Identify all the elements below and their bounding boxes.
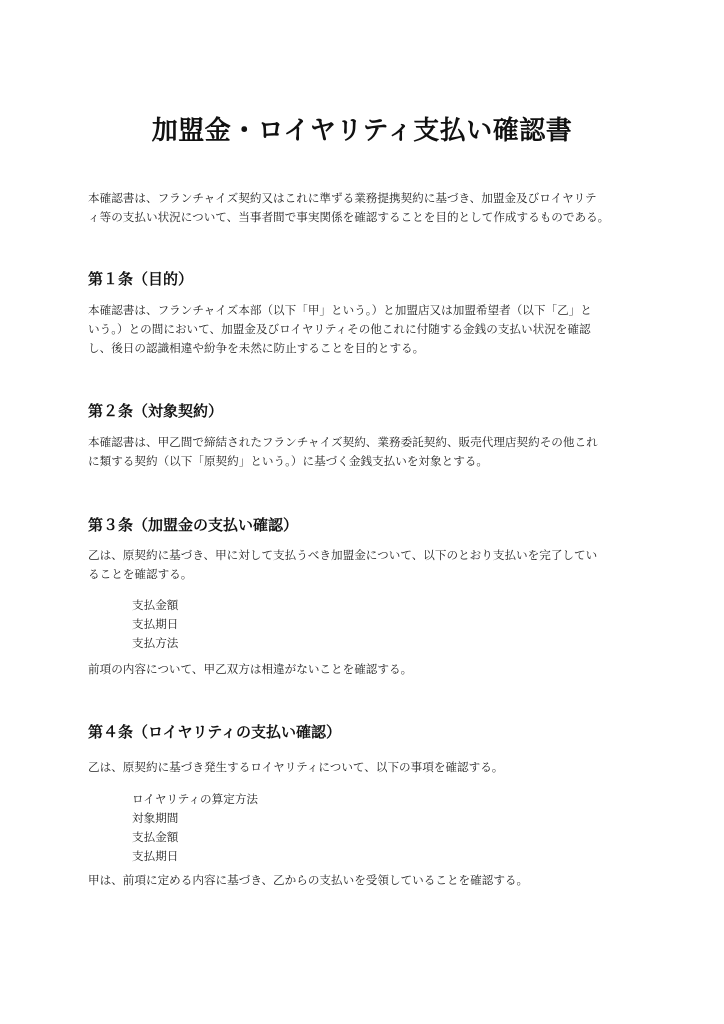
list-item: 支払期日 (132, 617, 179, 631)
list-item: 支払期日 (132, 849, 179, 863)
list-item: 支払金額 (132, 598, 179, 612)
body-line: 乙は、原契約に基づき発生するロイヤリティについて、以下の事項を確認する。 (88, 760, 504, 774)
body-line: 本確認書は、甲乙間で締結されたフランチャイズ契約、業務委託契約、販売代理店契約その他これ (88, 435, 598, 449)
list-item: 支払金額 (132, 830, 179, 844)
article-3-heading: 第３条（加盟金の支払い確認） (88, 516, 299, 534)
article-4-body (88, 758, 648, 777)
article-3-body (88, 546, 648, 584)
article-3-closing: 前項の内容について、甲乙双方は相違がないことを確認する。 (88, 662, 413, 676)
article-4-items (132, 790, 258, 866)
preamble-line: 本確認書は、フランチャイズ契約又はこれに準ずる業務提携契約に基づき、加盟金及びロイヤリテ (88, 191, 597, 205)
article-2-body (88, 433, 648, 471)
article-2-heading: 第２条（対象契約） (88, 402, 224, 420)
preamble (88, 189, 648, 227)
article-3-items (132, 596, 178, 653)
article-1-body (88, 301, 648, 358)
body-line: いう。）との間において、加盟金及びロイヤリティその他これに付随する金銭の支払い状況を確認 (88, 322, 591, 336)
article-1-heading: 第１条（目的） (88, 270, 194, 288)
article-4-closing: 甲は、前項に定める内容に基づき、乙からの支払いを受領していることを確認する。 (88, 873, 529, 887)
body-line: し、後日の認識相違や紛争を未然に防止することを目的とする。 (88, 341, 425, 355)
document-title: 加盟金・ロイヤリティ支払い確認書 (151, 116, 573, 146)
preamble-line: ィ等の支払い状況について、当事者間で事実関係を確認することを目的として作成するものである。 (88, 210, 610, 224)
body-line: 乙は、原契約に基づき、甲に対して支払うべき加盟金について、以下のとおり支払いを完了してい (88, 548, 598, 562)
list-item: 対象期間 (132, 811, 179, 825)
body-line: 本確認書は、フランチャイズ本部（以下「甲」という。）と加盟店又は加盟希望者（以下「乙」と (88, 303, 592, 317)
article-4-heading: 第４条（ロイヤリティの支払い確認） (88, 723, 342, 741)
list-item: 支払方法 (132, 636, 179, 650)
body-line: に類する契約（以下「原契約」という。）に基づく金銭支払いを対象とする。 (88, 454, 488, 468)
body-line: ることを確認する。 (88, 567, 193, 581)
list-item: ロイヤリティの算定方法 (132, 792, 259, 806)
